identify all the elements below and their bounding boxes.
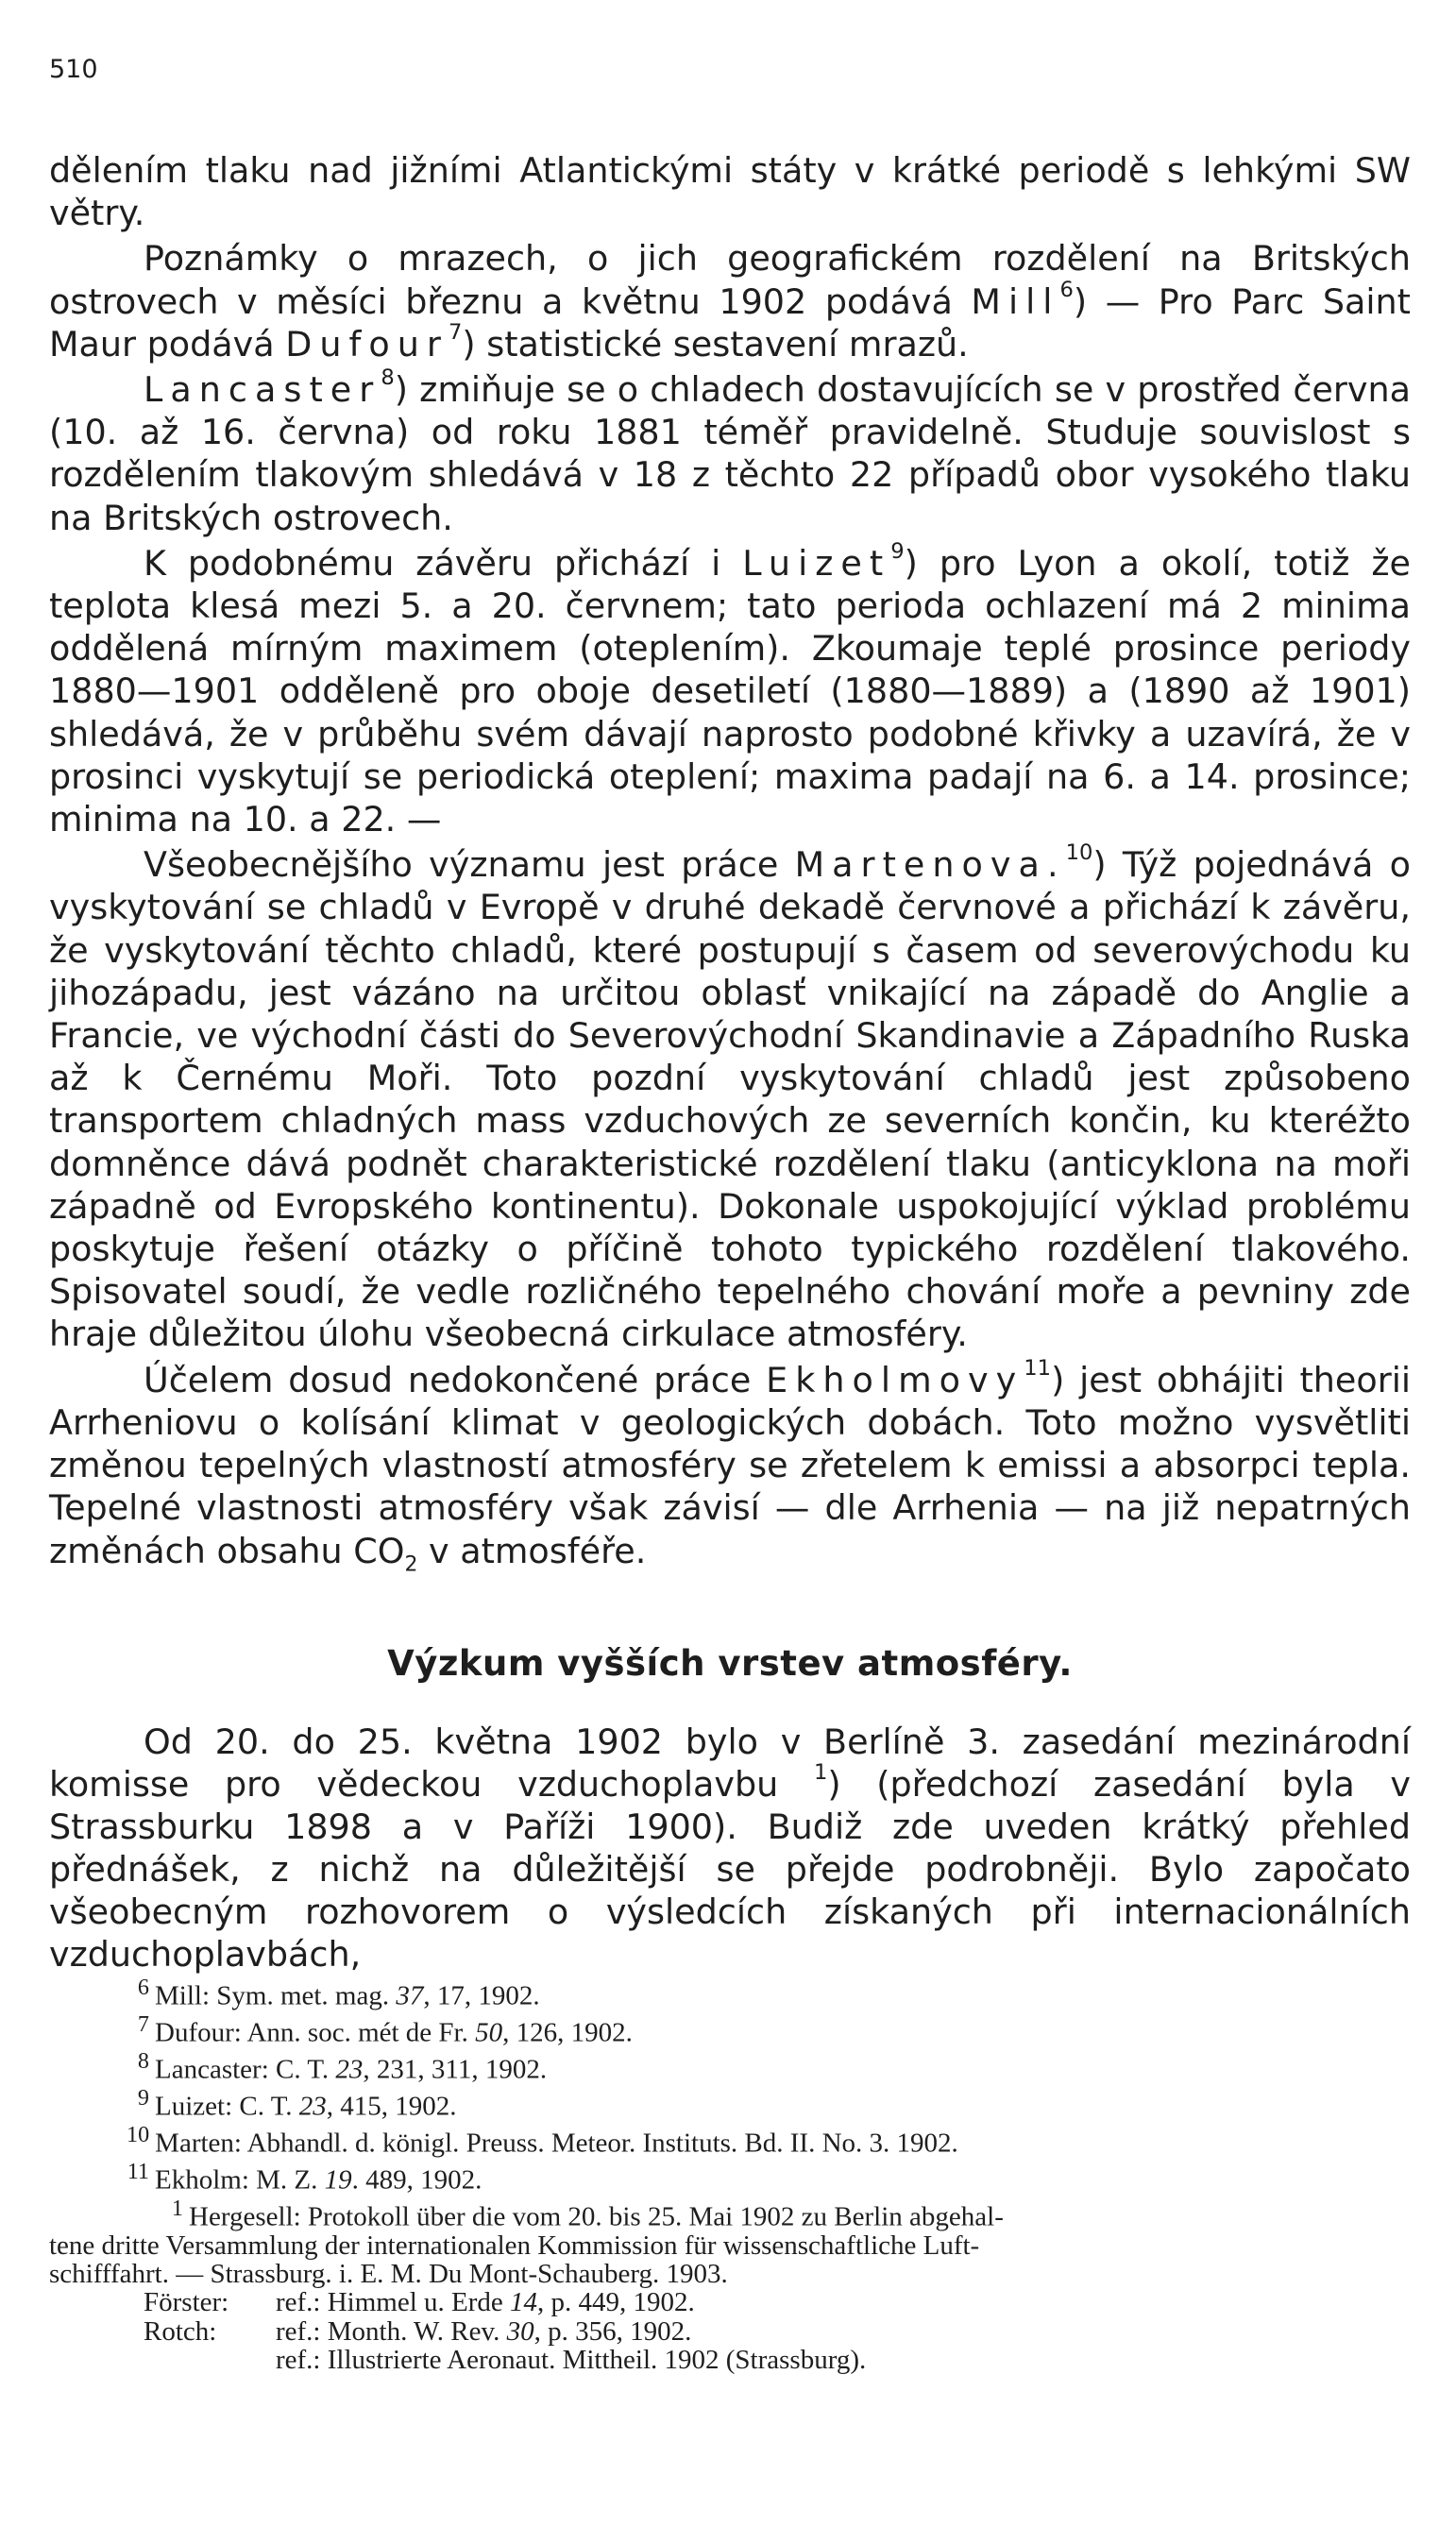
footnote-mark: 10	[127, 2121, 150, 2147]
section-heading: Výzkum vyšších vrstev atmosféry.	[387, 1643, 1073, 1684]
footnote-text: Lancaster: C. T.	[155, 2054, 336, 2085]
paragraph-text: K podobnému závěru přichází i	[144, 542, 743, 584]
footnote-line: tene dritte Versammlung der internationalen Kommission für wissenschaftliche Luft-	[49, 2230, 980, 2261]
footnote-text: Marten: Abhandl. d. königl. Preuss. Meteor. Instituts. Bd. II. No. 3. 1902.	[155, 2128, 958, 2159]
paragraph	[49, 538, 1411, 840]
footnote-text: , 231, 311, 1902.	[363, 2054, 548, 2085]
footnote-ref[interactable]: 7	[448, 319, 463, 345]
footnote-hergesell	[49, 2195, 1411, 2289]
ref-author: Förster:	[144, 2287, 229, 2318]
author-name: Ekholmovy	[766, 1359, 1024, 1400]
author-name: Luizet	[742, 542, 891, 584]
author-name: Mill	[971, 280, 1060, 322]
footnote-mark: 1	[171, 2195, 183, 2221]
footnote-mark: 8	[137, 2047, 149, 2074]
paragraph	[49, 237, 1411, 365]
paragraph	[49, 149, 1411, 234]
paragraph-text: ) Týž pojednává o vyskytování se chladů v Evropě v druhé dekadě červnové a přichází k závěru, že vyskytování těchto chladů, které postupují s časem od severovýchodu ku jihozápadu, jest vázáno na určitou oblasť vnikající na západě do Anglie a Francie, ve východní části do Severovýchodní Skandinavie a Západního Ruska až k Černému Moři. Toto pozdní vyskytování chladů jest způsobeno transportem chladných mass vzduchových ze severních končin, ku kteréžto domněnce dává podnět charakteristické rozdělení tlaku (anticyklona na moři západně od Evropského kontinentu). Dokonale uspokojující výklad problému poskytuje řešení otázky o příčině tohoto typického rozdělení tlakového. Spisovatel soudí, že vedle rozličného tepelného chování moře a pevniny zde hraje důležitou úlohu všeobecná cirkulace atmosféry.	[49, 844, 1411, 1355]
subscript: 2	[404, 1552, 418, 1576]
footnote-ref[interactable]: 10	[1065, 840, 1093, 866]
reference-line	[49, 2346, 1411, 2374]
ref-text: ref.: Himmel u. Erde	[276, 2287, 511, 2318]
ref-text: ref.: Month. W. Rev.	[276, 2315, 507, 2347]
paragraph	[49, 1721, 1411, 1976]
footnote	[49, 2010, 1411, 2047]
footnote-text: Ekholm: M. Z.	[155, 2164, 325, 2196]
paragraph-text: Účelem dosud nedokončené práce	[144, 1359, 767, 1400]
footnote-volume: 23	[335, 2054, 364, 2085]
footnote-volume: 37	[396, 1980, 424, 2011]
footnote-volume: 23	[298, 2091, 327, 2122]
footnote-text: , 126, 1902.	[502, 2017, 633, 2048]
footnote-text: Mill: Sym. met. mag.	[155, 1980, 397, 2011]
footnote-text: Dufour: Ann. soc. mét de Fr.	[155, 2017, 476, 2048]
footnote	[49, 2158, 1411, 2195]
paragraph-text: Poznámky o mrazech, o jich geografickém rozdělení na Britských ostrovech v měsíci březnu a květnu 1902 podává	[49, 238, 1411, 322]
author-name: Lancaster	[144, 369, 381, 411]
footnote-text: , 415, 1902.	[326, 2091, 457, 2122]
footnote-text: . 489, 1902.	[351, 2164, 483, 2196]
footnote-text: Hergesell: Protokoll über die vom 20. bis 25. Mai 1902 zu Berlin abgehal-	[189, 2201, 1004, 2232]
section-text	[49, 1721, 1411, 1976]
paragraph-text: dělením tlaku nad jižními Atlantickými státy v krátké periodě s lehkými SW větry.	[49, 150, 1411, 234]
footnote-ref[interactable]: 11	[1024, 1355, 1052, 1381]
ref-volume: 30	[506, 2315, 534, 2347]
footnote-ref[interactable]: 1	[813, 1759, 828, 1785]
paragraph-text: Všeobecnějšího významu jest práce	[144, 844, 795, 886]
footnote-mark: 9	[137, 2084, 149, 2111]
paragraph	[49, 1355, 1411, 1586]
ref-author: Rotch:	[144, 2315, 217, 2347]
footnote-ref[interactable]: 9	[890, 538, 905, 564]
paragraph-text: ) zmiňuje se o chladech dostavujících se v prostřed června (10. až 16. června) od roku 1881 téměř pravidelně. Studuje souvislost s rozdělením tlakovým shledává v 18 z těchto 22 případů obor vysokého tlaku na Britských ostrovech.	[49, 369, 1411, 538]
footnote-volume: 50	[475, 2017, 503, 2048]
reference-line	[49, 2288, 1411, 2316]
page-number: 510	[49, 55, 98, 84]
footnotes	[49, 1974, 1411, 2374]
paragraph-text: Od 20. do 25. května 1902 bylo v Berlíně 3. zasedání mezinárodní komisse pro vědeckou vzduchoplavbu	[49, 1721, 1411, 1805]
paragraph	[49, 840, 1411, 1355]
main-text	[49, 149, 1411, 1586]
footnote-mark: 6	[137, 1975, 149, 2000]
footnote-volume: 19	[324, 2164, 352, 2196]
author-name: Martenova.	[794, 844, 1066, 886]
paragraph-text: ) jest obhájiti theorii Arrheniovu o kolísání klimat v geologických dobách. Toto možno vysvětliti změnou tepelných vlastností atmosféry se zřetelem k emissi a absorpci tepla. Tepelné vlastnosti atmosféry však závisí — dle Arrhenia — na již nepatrných změnách obsahu CO	[49, 1359, 1411, 1571]
ref-text: , p. 449, 1902.	[537, 2287, 695, 2318]
footnote-mark: 11	[127, 2158, 149, 2184]
footnote-line: schifffahrt. — Strassburg. i. E. M. Du Mont-Schauberg. 1903.	[49, 2258, 728, 2289]
footnote-text: Luizet: C. T.	[155, 2091, 299, 2122]
footnote	[49, 2047, 1411, 2084]
paragraph-text: v atmosféře.	[417, 1530, 647, 1571]
footnote-text: , 17, 1902.	[423, 1980, 540, 2011]
footnote-ref[interactable]: 6	[1059, 277, 1074, 302]
footnote	[49, 1974, 1411, 2010]
paragraph-text: ) statistické sestavení mrazů.	[462, 323, 969, 365]
paragraph-text: ) — Pro Parc Saint Maur podává	[49, 280, 1411, 365]
reference-line	[49, 2317, 1411, 2346]
paragraph-text: ) pro Lyon a okolí, totiž že teplota klesá mezi 5. a 20. červnem; tato perioda ochlazení má 2 minima oddělená mírným maximem (oteplením). Zkoumaje teplé prosince periody 1880—1901 odděleně pro oboje desetiletí (1880—1889) a (1890 až 1901) shledává, že v průběhu svém dávají naprosto podobné křivky a uzavírá, že v prosinci vyskytují se periodická oteplení; maxima padají na 6. a 14. prosince; minima na 10. a 22. —	[49, 542, 1411, 840]
paragraph	[49, 365, 1411, 539]
paragraph-text: ) (předchozí zasedání byla v Strassburku 1898 a v Paříži 1900). Budiž zde uveden krátký přehled přednášek, z nichž na důležitější se přejde podrobněji. Bylo započato všeobecným rozhovorem o výsledcích získaných při internacionálních vzduchoplavbách,	[49, 1764, 1411, 1975]
footnote-line	[49, 2195, 1411, 2231]
footnote	[49, 2121, 1411, 2158]
footnote-mark: 7	[137, 2010, 149, 2037]
ref-volume: 14	[510, 2287, 538, 2318]
author-name: Dufour	[285, 323, 449, 365]
ref-text: , p. 356, 1902.	[533, 2315, 692, 2347]
footnote	[49, 2084, 1411, 2121]
ref-text: ref.: Illustrierte Aeronaut. Mittheil. 1902 (Strassburg).	[276, 2344, 867, 2375]
footnote-ref[interactable]: 8	[381, 365, 395, 390]
